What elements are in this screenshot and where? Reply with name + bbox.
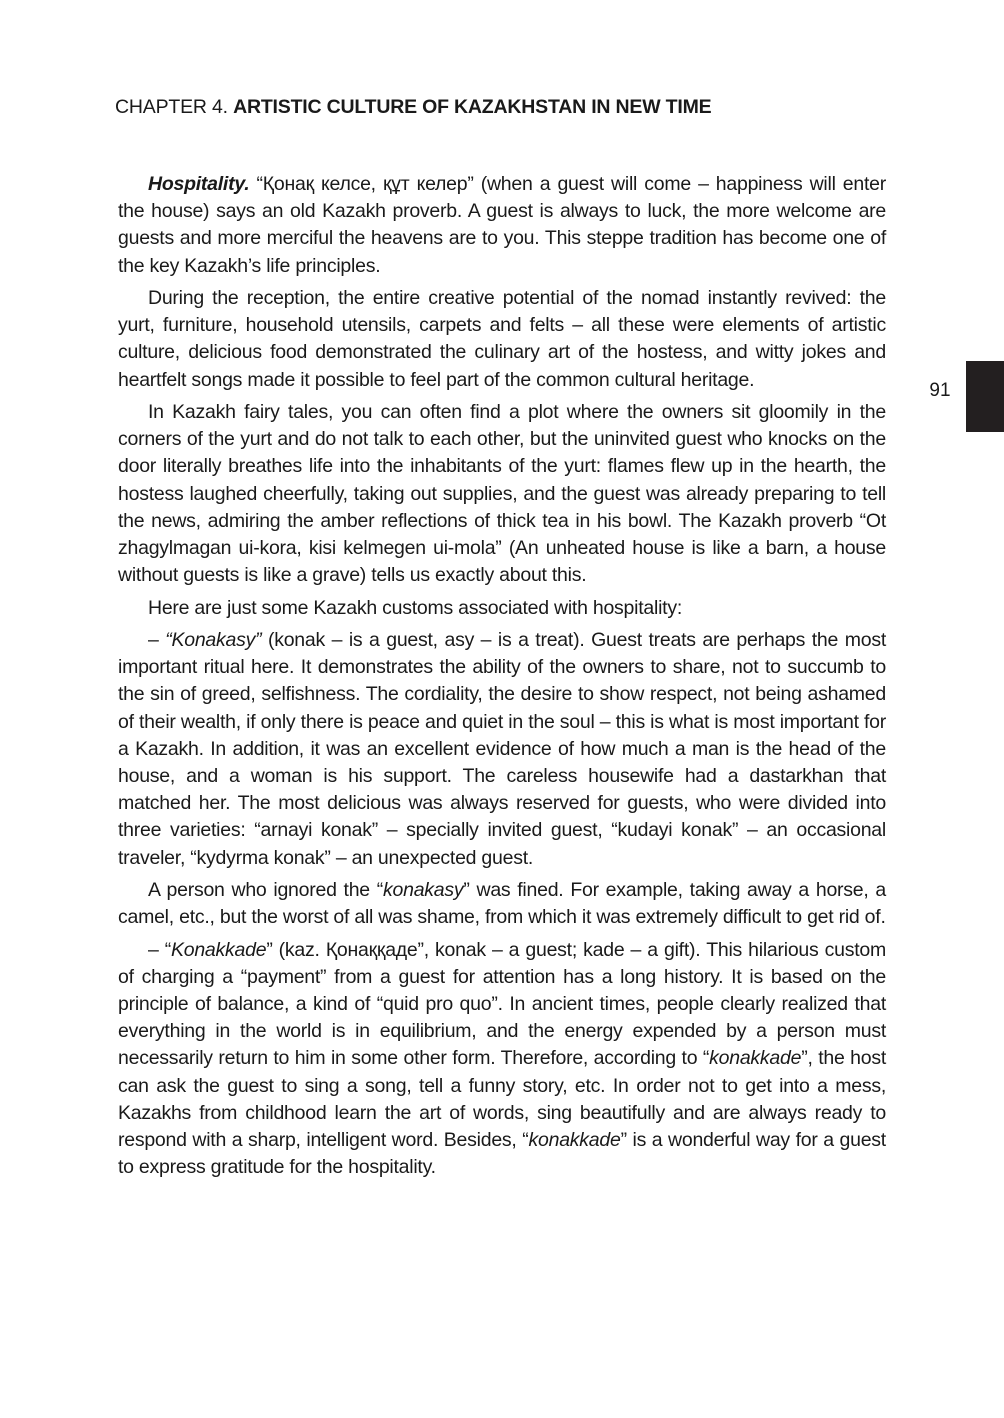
paragraph-fairy-tales bbox=[118, 399, 886, 589]
term-konakkade: Konakkade bbox=[170, 938, 267, 961]
paragraph-text: ” was fined. For example, taking away a horse, a camel, etc., but the worst of all was shame, from which it was extremely difficult to get rid of. bbox=[118, 879, 886, 929]
paragraph-text: “Қонақ келсе, құт келер” (when a guest will come – happiness will enter the house) says an old Kazakh proverb. A guest is always to luck, the more welcome are guests and more merciful the heavens are to you. This steppe tradition has become one of the key Kazakh’s life principles. bbox=[118, 173, 886, 277]
paragraph-konakasy bbox=[118, 627, 886, 872]
term-konakasy: konakasy bbox=[383, 879, 464, 902]
page-number: 91 bbox=[929, 380, 951, 401]
term-konakasy: “Konakasy” bbox=[165, 629, 262, 651]
paragraph-customs-intro bbox=[118, 595, 886, 622]
paragraph-text: ” (kaz. Қонаққаде”, konak – a guest; kade – a gift). This hilarious custom of charging a “payment” from a guest for attention has a long history. It is based on the principle of balance, a kind of “quid pro quo”. In ancient times, people clearly realized that everything in the world is in equilibrium, and the energy expended by a person must necessarily return to him in some other form. Therefore, according to “ bbox=[118, 938, 887, 1070]
paragraph-konakasy-fine bbox=[118, 877, 886, 931]
thumb-index-tab bbox=[966, 361, 1004, 432]
body-text bbox=[118, 171, 886, 1187]
paragraph-text: In Kazakh fairy tales, you can often find a plot where the owners sit gloomily in the corners of the yurt and do not talk to each other, but the uninvited guest who knocks on the door literally breathes life into the inhabitants of the yurt: flames flew up in the hearth, the hostess laughed cheerfully, taking out supplies, and the guest was already preparing to tell the news, admiring the amber reflections of thick tea in his bowl. The Kazakh proverb “Ot zhagylmagan ui-kora, kisi kelmegen ui-mola” (An unheated house is like a barn, a house without guests is like a grave) tells us exactly about this. bbox=[118, 401, 886, 587]
term-konakkade: konakkade bbox=[709, 1047, 802, 1070]
paragraph-text: ”, the host can ask the guest to sing a song, tell a funny story, etc. In order not to get into a mess, Kazakhs from childhood learn the art of words, sing beautifully and are always ready to respond with a sharp, intelligent word. Besides, “ bbox=[118, 1047, 886, 1152]
chapter-title: ARTISTIC CULTURE OF KAZAKHSTAN IN NEW TIME bbox=[233, 96, 712, 118]
paragraph-text: ” is a wonderful way for a guest to express gratitude for the hospitality. bbox=[118, 1129, 886, 1179]
paragraph-text: A person who ignored the “ bbox=[148, 879, 383, 902]
chapter-number: CHAPTER 4. bbox=[115, 96, 228, 118]
paragraph-text: During the reception, the entire creative potential of the nomad instantly revived: the yurt, furniture, household utensils, carpets and felts – all these were elements of artistic culture, delicious food demonstrated the culinary art of the hostess, and witty jokes and heartfelt songs made it possible to feel part of the common cultural heritage. bbox=[118, 287, 886, 391]
list-dash: – bbox=[148, 938, 165, 961]
paragraph-text: Here are just some Kazakh customs associated with hospitality: bbox=[148, 596, 682, 619]
list-dash: – bbox=[148, 629, 166, 651]
paragraph-reception bbox=[118, 285, 886, 394]
term-konakkade: konakkade bbox=[528, 1129, 621, 1152]
paragraph-text: “ bbox=[164, 938, 171, 961]
paragraph-text: (konak – is a guest, asy – is a treat). Guest treats are perhaps the most important ritual here. It demonstrates the ability of the owners to share, not to succumb to the sin of greed, selfishness. The cordiality, the desire to show respect, not being ashamed of their wealth, if only there is peace and quiet in the soul – this is what is most important for a Kazakh. In addition, it was an excellent evidence of how much a man is the head of the house, and a woman is his support. The careless housewife had a dastarkhan that matched her. The most delicious was always reserved for guests, who were divided into three varieties: “arnayi konak” – specially invited guest, “kudayi konak” – an occasional traveler, “kydyrma konak” – an unexpected guest. bbox=[118, 629, 886, 869]
paragraph-hospitality bbox=[118, 171, 886, 280]
paragraph-lead: Hospitality. bbox=[148, 173, 250, 195]
paragraph-konakkade bbox=[118, 937, 886, 1182]
running-header bbox=[115, 96, 711, 119]
